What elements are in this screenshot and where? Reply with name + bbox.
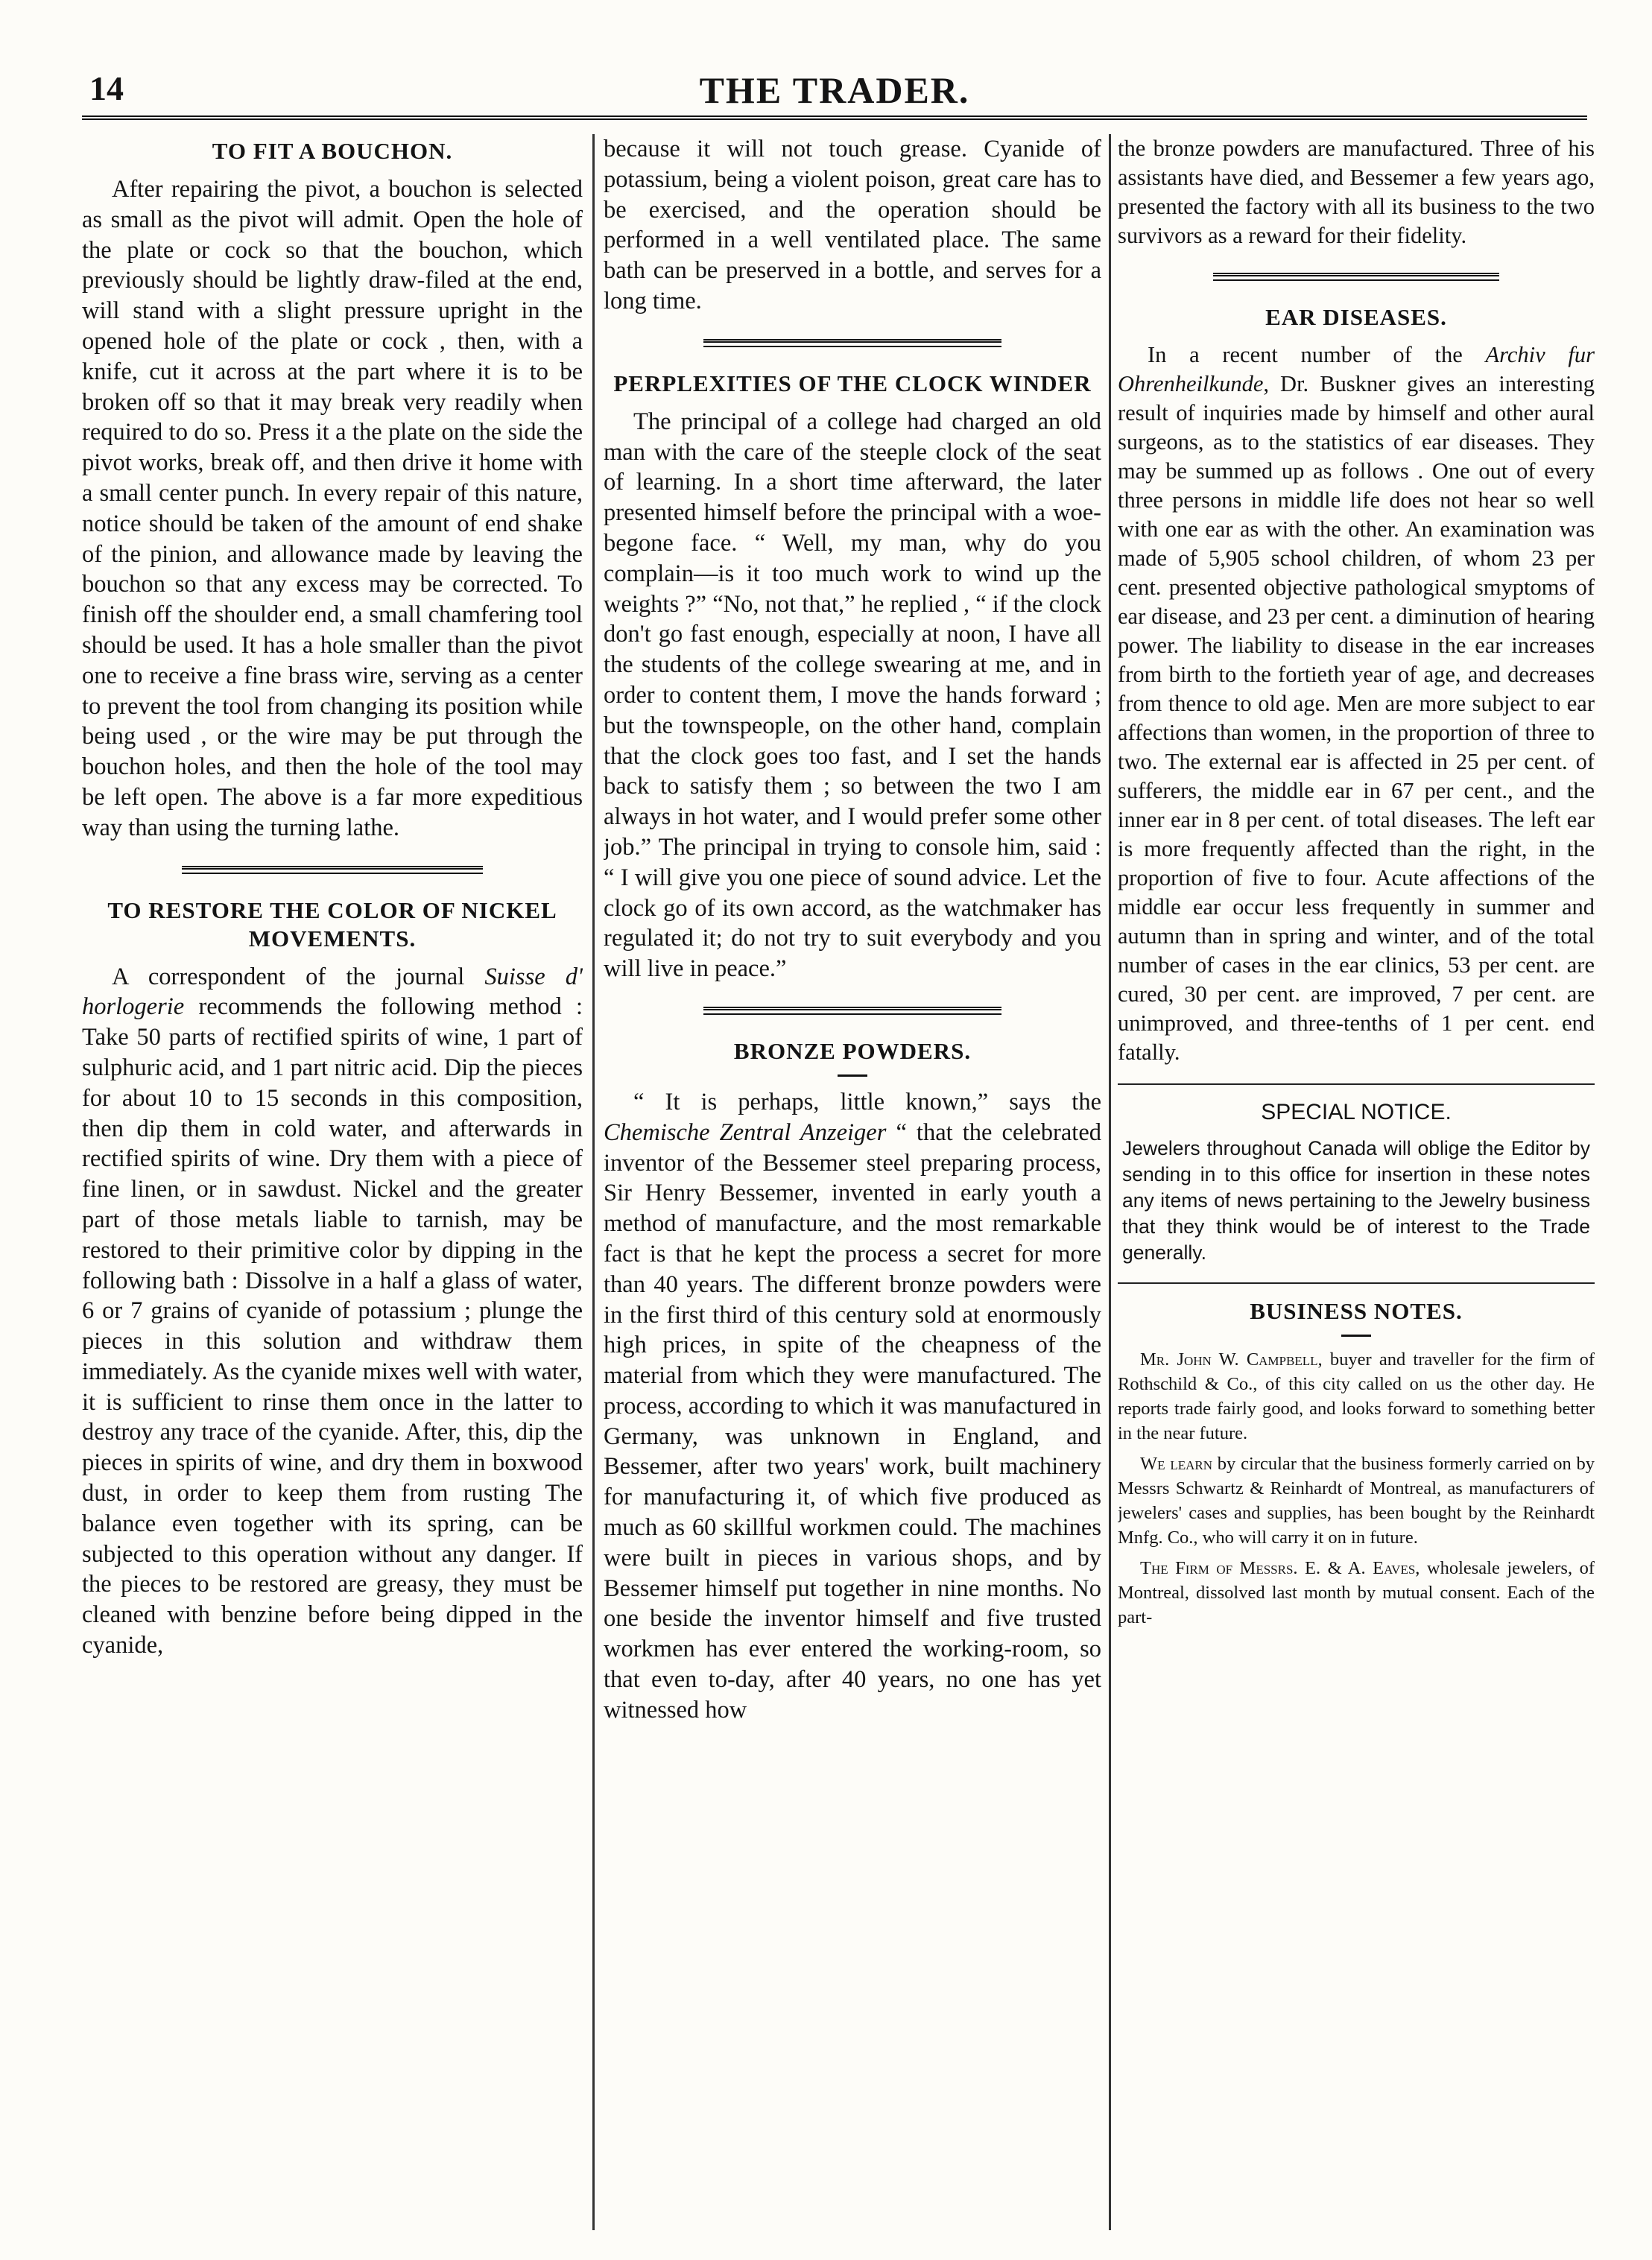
article-separator xyxy=(1213,273,1499,281)
note-lead: Mr. John W. Campbell, xyxy=(1140,1349,1323,1370)
special-notice-text: Jewelers throughout Canada will oblige the Editor by sending in to this office for insertion in these notes any items of news pertaining to the Jewelry business that they think would be of interest to the Trade generally. xyxy=(1122,1137,1590,1264)
article-body-nickel-movements xyxy=(82,962,583,1661)
note-lead: The Firm of Messrs. E. & A. Eaves, xyxy=(1140,1558,1420,1578)
page-number: 14 xyxy=(89,69,124,107)
column-divider xyxy=(592,134,595,2230)
column-3 xyxy=(1118,134,1595,2245)
business-note xyxy=(1118,1452,1595,1550)
special-notice-title: SPECIAL NOTICE. xyxy=(1261,1100,1452,1124)
article-body-clock-winder: The principal of a college had charged an old man with the care of the steeple clock of the seat of learning. In a short time afterward, the later presented himself before the principal with a woe-begone face. “ Well, my man, why do you complain—is it too much work to wind up the weights ?” “No, not that,” he replied , “ if the clock don't go fast enough, especially at noon, I have all the students of the college swearing at me, and in order to content them, I move the hands forward ; but the townspeople, on the other hand, complain that the clock goes too fast, and I set the hands back to satisfy them ; so between the two I am always in hot water, and I would prefer some other job.” The principal in trying to console him, said : “ I will give you one piece of sound advice. Let the clock go of its own accord, as the watchmaker has regulated it; do not try to suit everybody and you will live in peace.” xyxy=(604,408,1101,983)
masthead-title: THE TRADER. xyxy=(699,69,970,111)
page-header xyxy=(82,69,1587,113)
article-body-fit-bouchon: After repairing the pivot, a bouchon is selected as small as the pivot will admit. Open the hole of the plate or cock so that the bouchon, which previously should be lightly draw-filed at the end, will stand with a slight pressure upright in the opened hole of the plate or cock , then, with a knife, cut it across at the part where it is to be broken off so that it may break very readily when required to do so. Press it a the plate on the side the pivot works, break off, and then drive it home with a small center punch. In every repair of this nature, notice should be taken of the amount of end shake of the pinion, and allowance made by leaving the bouchon so that any excess may be corrected. To finish off the shoulder end, a small chamfering tool should be used. It has a hole smaller than the pivot one to receive a fine brass wire, serving as a center to prevent the tool from changing its position while being used , or the wire may be put through the bouchon holes, and then the hole of the tool may be left open. The above is a far more expeditious way than using the turning lathe. xyxy=(82,176,583,841)
title-dash xyxy=(838,1074,867,1077)
article-title-fit-bouchon: TO FIT A BOUCHON. xyxy=(212,138,453,164)
column-divider xyxy=(1109,134,1111,2230)
body-text: recommends the following method : Take 50 parts of rectified spirits of wine, 1 part of sulphuric acid, and 1 part nitric acid. Dip the pieces for about 10 to 15 seconds in this composition, then dip them in cold water, and afterwards in rectified spirits of wine. Dry them with a piece of fine linen, or in sawdust. Nickel and the greater part of those metals liable to tarnish, may be restored to their primitive color by dipping in the following bath : Dissolve in a half a glass of water, 6 or 7 grains of cyanide of potassium ; plunge the pieces in this solution and withdraw them immediately. As the cyanide mixes well with water, it is sufficient to rinse them once in the latter to destroy any trace of the cyanide. After, this, dip the pieces in spirits of wine, and dry them in boxwood dust, in order to keep them from rusting The balance even together with its spring, can be subjected to this operation without any danger. If the pieces to be restored are greasy, they must be cleaned with benzine before being dipped in the cyanide, xyxy=(82,993,583,1659)
article-title-nickel-movements: TO RESTORE THE COLOR OF NICKEL MOVEMENTS. xyxy=(107,896,557,952)
body-text: In a recent number of the xyxy=(1148,342,1486,367)
note-lead: We learn xyxy=(1140,1454,1212,1474)
journal-name: Suisse d' horlogerie xyxy=(82,963,583,1021)
article-body-ear-diseases xyxy=(1118,341,1595,1067)
body-text: “ It is perhaps, little known,” says the xyxy=(633,1088,1101,1115)
body-text: , Dr. Buskner gives an interesting result of inquiries made by himself and other aural surgeons, as to the statistics of ear diseases. They may be summed up as follows . One out of every three persons in middle life does not hear so well with one ear as with the other. An examination was made of 5,905 school children, of whom 23 per cent. presented objective pathological smyptoms of ear disease, and 23 per cent. a diminution of hearing power. The liability to disease in the ear increases from birth to the fortieth year of age, and decreases from thence to old age. Men are more subject to ear affections than women, in the proportion of three to two. The external ear is affected in 25 per cent. of sufferers, the middle ear in 67 per cent., and the inner ear in 8 per cent. of total diseases. The left ear is more frequently affected than the right, in the proportion of five to four. Acute affections of the middle ear occur less frequently in summer and autumn than in spring and winter, and of the total number of cases in the ear clinics, 53 per cent. are cured, 30 per cent. are improved, 7 per cent. are unimproved, and three-tenths of 1 per cent. end fatally. xyxy=(1118,371,1595,1065)
journal-name: Archiv fur Ohrenheilkunde xyxy=(1118,342,1595,396)
section-rule xyxy=(1118,1282,1595,1284)
body-text: A correspondent of the journal xyxy=(112,963,485,990)
header-rule xyxy=(82,115,1587,120)
business-note xyxy=(1118,1347,1595,1446)
title-dash xyxy=(1341,1335,1371,1337)
article-separator xyxy=(703,1007,1002,1015)
article-continuation-nickel: because it will not touch grease. Cyanide of potassium, being a violent poison, great care has to be exercised, and the operation should be performed in a well ventilated place. The same bath can be preserved in a bottle, and serves for a long time. xyxy=(604,136,1101,314)
body-text: “ that the celebrated inventor of the Bessemer steel preparing process, Sir Henry Bessemer, invented in early youth a method of manufacture, and the most remarkable fact is that he kept the process a secret for more than 40 years. The different bronze powders were in the first third of this century sold at enormously high prices, in spite of the cheapness of the material from which they were manufactured. The process, according to which it was manufactured in Germany, was unknown in England, and Bessemer, after two years' work, built machinery for manufacturing it, of which five produced as much as 60 skillful workmen could. The machines were built in pieces in various shops, and by Bessemer himself put together in nine months. No one beside the inventor himself and five trusted workmen has ever entered the working-room, so that even to-day, after 40 years, no one has yet witnessed how xyxy=(604,1118,1101,1724)
article-body-bronze-powders xyxy=(604,1087,1101,1726)
column-1 xyxy=(82,134,583,2245)
journal-name: Chemische Zentral Anzeiger xyxy=(604,1118,887,1146)
article-title-ear-diseases: EAR DISEASES. xyxy=(1265,304,1447,330)
article-title-bronze-powders: BRONZE POWDERS. xyxy=(733,1037,972,1064)
note-text: buyer and traveller for the firm of Rothschild & Co., of this city called on us the other day. He reports trade fairly good, and looks forward to something better in the near future. xyxy=(1118,1349,1595,1443)
note-text: wholesale jewelers, of Montreal, dissolved last month by mutual consent. Each of the part- xyxy=(1118,1558,1595,1627)
section-rule xyxy=(1118,1083,1595,1085)
article-title-clock-winder: PERPLEXITIES OF THE CLOCK WINDER xyxy=(613,370,1092,396)
article-separator xyxy=(182,866,482,874)
article-continuation-bronze: the bronze powders are manufactured. Three of his assistants have died, and Bessemer a few years ago, presented the factory with all its business to the two survivors as a reward for their fidelity. xyxy=(1118,136,1595,248)
business-note xyxy=(1118,1556,1595,1630)
article-separator xyxy=(703,339,1002,347)
column-2 xyxy=(604,134,1101,2245)
note-text: by circular that the business formerly carried on by Messrs Schwartz & Reinhardt of Montreal, as manufacturers of jewelers' cases and supplies, has been bought by the Reinhardt Mnfg. Co., who will carry it on in future. xyxy=(1118,1454,1595,1548)
business-notes-title: BUSINESS NOTES. xyxy=(1250,1298,1463,1324)
